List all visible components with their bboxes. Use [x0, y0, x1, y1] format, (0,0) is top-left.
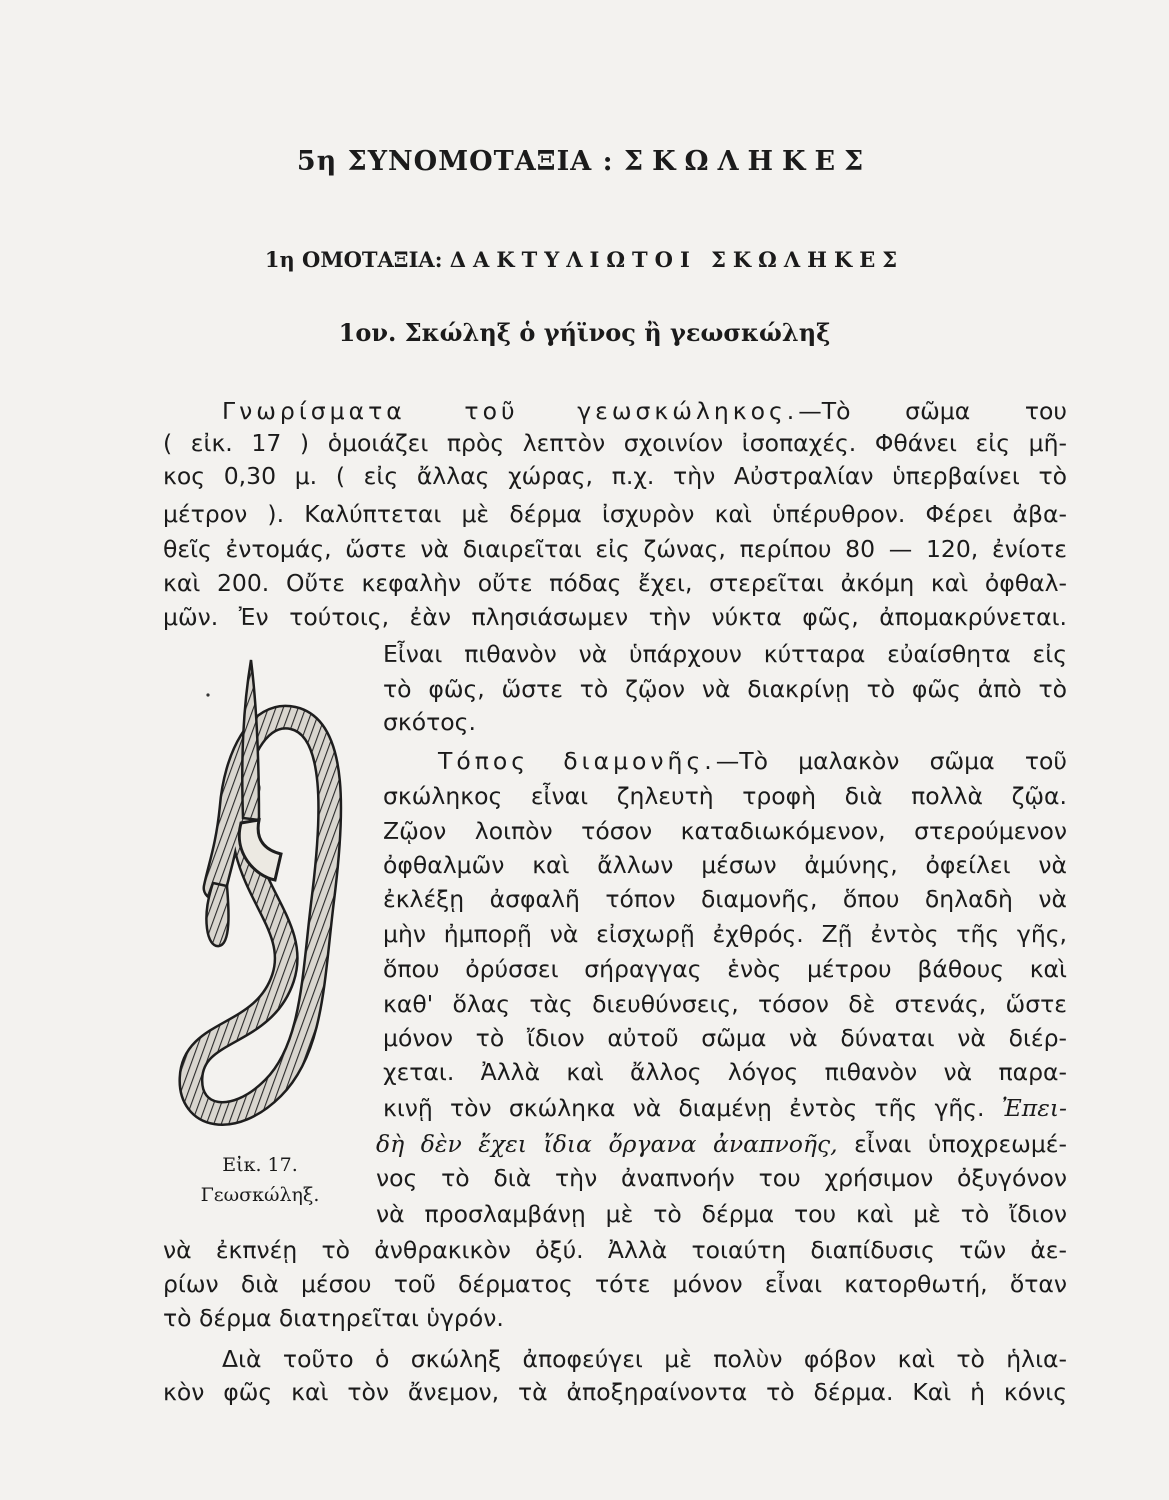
text-line-9: τὸ φῶς, ὥστε τὸ ζῷον νὰ διακρίνῃ τὸ φῶς ἀπὸ τὸ — [383, 675, 1067, 703]
text-line-2: ( εἰκ. 17 ) ὁμοιάζει πρὸς λεπτὸν σχοινίον ἰσοπαχές. Φθάνει εἰς μῆ- — [163, 429, 1067, 457]
text-line-10: σκότος. — [383, 708, 476, 736]
text-line-24: νὰ προσλαμβάνῃ μὲ τὸ δέρμα του καὶ μὲ τὸ ἴδιον — [376, 1200, 1067, 1228]
text-line-16: μὴν ἠμπορῇ νὰ εἰσχωρῇ ἐχθρός. Ζῇ ἐντὸς τῆς γῆς, — [383, 920, 1067, 948]
text-line-7: μῶν. Ἐν τούτοις, ἐὰν πλησιάσωμεν τὴν νύκτα φῶς, ἀπομακρύνεται. — [163, 603, 1067, 631]
text-line-11-rest: —Τὸ μαλακὸν σῶμα τοῦ — [715, 747, 1067, 775]
figure-caption-number: Εἰκ. 17. — [222, 1154, 298, 1176]
text-line-1 — [222, 395, 1067, 427]
text-line-18: καθ' ὅλας τὰς διευθύνσεις, τόσον δὲ στενάς, ὥστε — [383, 990, 1067, 1018]
term-topos-diamonis: Τόπος διαμονῆς. — [438, 747, 716, 775]
earthworm-illustration — [163, 648, 363, 1148]
text-line-4: μέτρον ). Καλύπτεται μὲ δέρμα ἰσχυρὸν καὶ ὑπέρυθρον. Φέρει ἀβα- — [163, 500, 1067, 528]
text-line-8: Εἶναι πιθανὸν νὰ ὑπάρχουν κύτταρα εὐαίσθητα εἰς — [383, 640, 1067, 668]
text-line-14: ὀφθαλμῶν καὶ ἄλλων μέσων ἀμύνης, ὀφείλει νὰ — [383, 851, 1067, 879]
chapter-title — [0, 146, 1169, 177]
text-line-15: ἐκλέξῃ ἀσφαλῆ τόπον διαμονῆς, ὅπου δηλαδὴ νὰ — [383, 885, 1067, 913]
text-line-13: Ζῷον λοιπὸν τόσον καταδιωκόμενον, στερούμενον — [383, 817, 1067, 845]
text-line-29: κὸν φῶς καὶ τὸν ἄνεμον, τὰ ἀποξηραίνοντα τὸ δέρμα. Καὶ ἡ κόνις — [163, 1378, 1067, 1406]
text-line-28: Διὰ τοῦτο ὁ σκώληξ ἀποφεύγει μὲ πολὺν φόβον καὶ τὸ ἡλια- — [222, 1345, 1067, 1373]
chapter-title-prefix: 5η ΣΥΝΟΜΟΤΑΞΙΑ : — [296, 146, 614, 177]
text-line-27: τὸ δέρμα διατηρεῖται ὑγρόν. — [163, 1304, 504, 1332]
emphasis-organa-anapnois: δὴ δὲν ἔχει ἴδια ὄργανα ἀναπνοῆς, — [376, 1130, 838, 1158]
section-heading: 1ον. Σκώληξ ὁ γήϊνος ἢ γεωσκώληξ — [338, 318, 831, 347]
chapter-title-main: ΣΚΩΛΗΚΕΣ — [624, 146, 873, 177]
term-gnorismata: Γνωρίσματα τοῦ γεωσκώληκος. — [222, 397, 799, 425]
text-line-17: ὅπου ὀρύσσει σήραγγας ἑνὸς μέτρου βάθους καὶ — [383, 955, 1067, 983]
text-line-6: καὶ 200. Οὔτε κεφαλὴν οὔτε πόδας ἔχει, στερεῖται ἀκόμη καὶ ὀφθαλ- — [163, 569, 1067, 597]
text-line-25: νὰ ἐκπνέῃ τὸ ἀνθρακικὸν ὀξύ. Ἀλλὰ τοιαύτη διαπίδυσις τῶν ἀε- — [163, 1236, 1067, 1264]
class-subtitle-prefix: 1η ΟΜΟΤΑΞΙΑ: — [264, 247, 443, 272]
emphasis-epeidi: Ἐπει- — [1001, 1094, 1067, 1122]
text-line-23: νος τὸ διὰ τὴν ἀναπνοήν του χρήσιμον ὀξυγόνον — [376, 1164, 1067, 1192]
figure-caption-title: Γεωσκώληξ. — [200, 1184, 320, 1206]
text-line-20: χεται. Ἀλλὰ καὶ ἄλλος λόγος πιθανὸν νὰ παρα- — [383, 1058, 1067, 1086]
text-line-22 — [376, 1128, 1067, 1160]
text-line-21 — [383, 1092, 1067, 1124]
class-subtitle — [0, 247, 1169, 272]
text-line-5: θεῖς ἐντομάς, ὥστε νὰ διαιρεῖται εἰς ζώνας, περίπου 80 — 120, ἐνίοτε — [163, 535, 1067, 563]
class-subtitle-main: ΔΑΚΤΥΛΙΩΤΟΙ ΣΚΩΛΗΚΕΣ — [449, 247, 905, 272]
text-line-26: ρίων διὰ μέσου τοῦ δέρματος τότε μόνον εἶναι κατορθωτή, ὅταν — [163, 1270, 1067, 1298]
text-line-12: σκώληκος εἶναι ζηλευτὴ τροφὴ διὰ πολλὰ ζῷα. — [383, 782, 1067, 810]
text-line-22-plain: εἶναι ὑποχρεωμέ- — [854, 1130, 1067, 1158]
text-line-21-plain: κινῇ τὸν σκώληκα νὰ διαμένῃ ἐντὸς τῆς γῆς. — [383, 1094, 985, 1122]
text-line-11 — [438, 745, 1067, 777]
text-line-1-rest: —Τὸ σῶμα του — [798, 397, 1067, 425]
text-line-3: κος 0,30 μ. ( εἰς ἄλλας χώρας, π.χ. τὴν Αὐστραλίαν ὑπερβαίνει τὸ — [163, 462, 1067, 490]
text-line-19: μόνον τὸ ἴδιον αὐτοῦ σῶμα νὰ δύναται νὰ διέρ- — [383, 1024, 1067, 1052]
